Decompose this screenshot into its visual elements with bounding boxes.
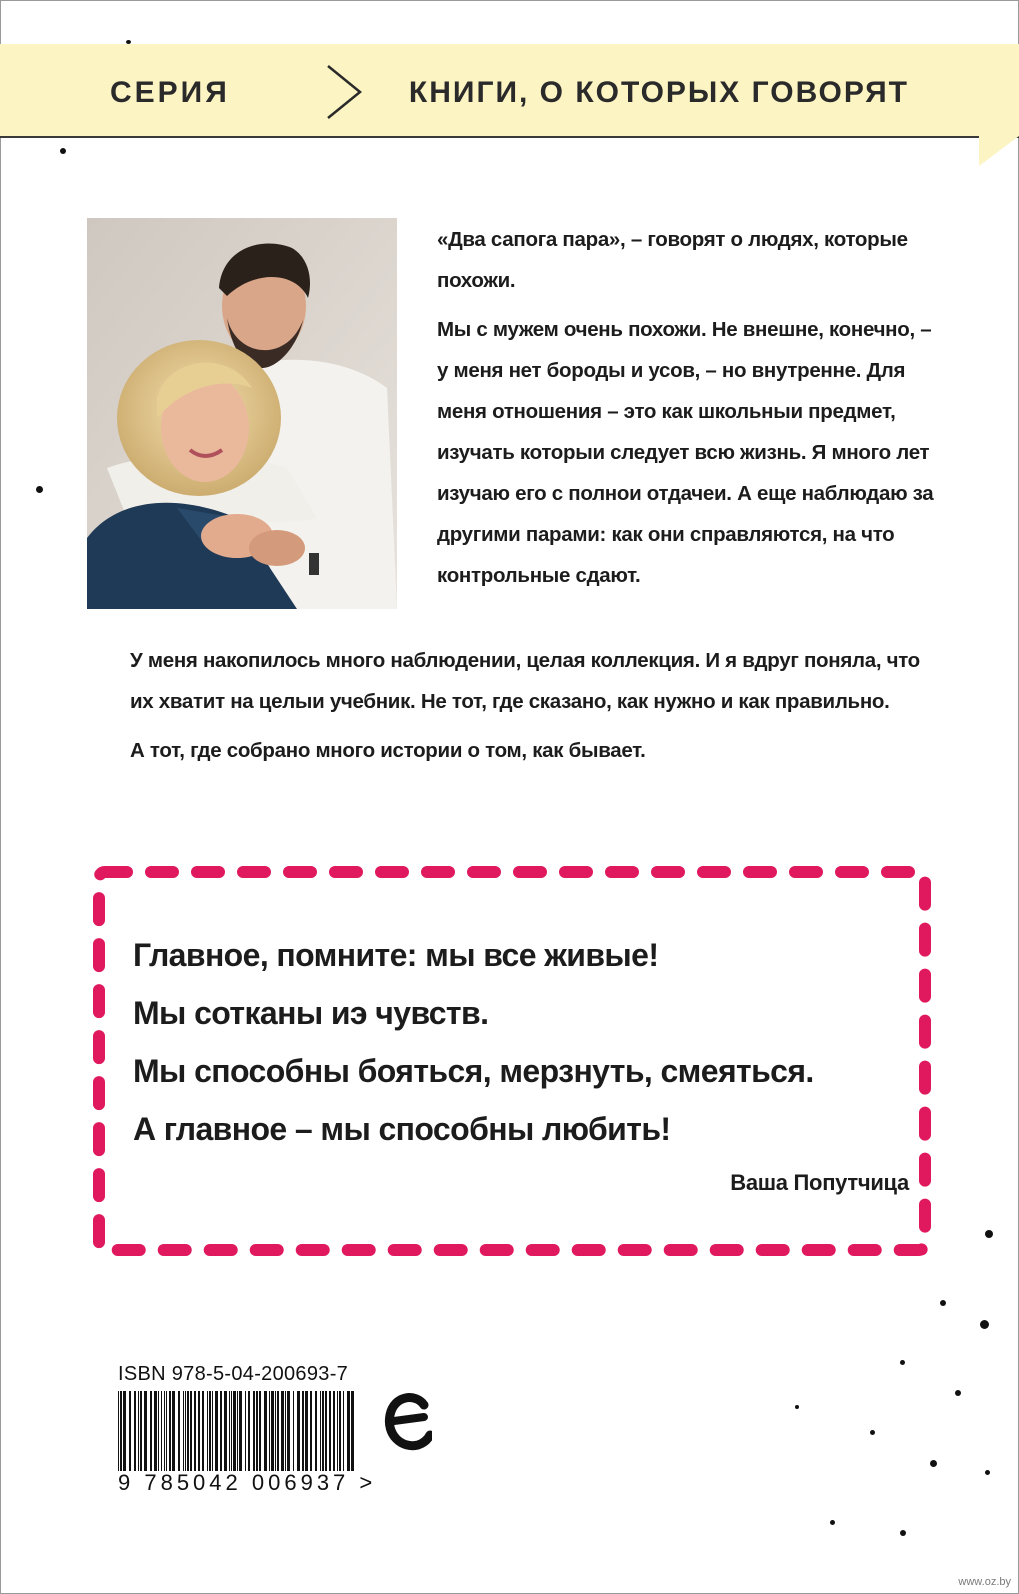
barcode-bar — [293, 1391, 294, 1471]
ink-speck — [985, 1230, 993, 1238]
barcode-bar — [322, 1391, 324, 1471]
barcode-bar — [164, 1391, 165, 1471]
barcode-bar — [256, 1391, 258, 1471]
barcode-bar — [287, 1391, 290, 1471]
series-label: СЕРИЯ — [110, 76, 230, 109]
barcode-bar — [245, 1391, 246, 1471]
barcode-bar — [154, 1391, 157, 1471]
barcode-bar — [302, 1391, 304, 1471]
quote-signature: Ваша Попутчица — [730, 1170, 909, 1195]
banner-fold — [979, 136, 1019, 166]
barcode-bar — [120, 1391, 122, 1471]
ink-speck — [940, 1300, 946, 1306]
ink-speck — [870, 1430, 875, 1435]
barcode-bar — [343, 1391, 344, 1471]
barcode-bar — [123, 1391, 126, 1471]
barcode-bar — [229, 1391, 230, 1471]
barcode-bar — [325, 1391, 327, 1471]
intro-text — [437, 219, 937, 604]
ink-speck — [985, 1470, 990, 1475]
barcode-bar — [166, 1391, 167, 1471]
barcode-bar — [172, 1391, 175, 1471]
ink-speck — [830, 1520, 835, 1525]
barcode-bar — [185, 1391, 186, 1471]
ink-speck — [930, 1460, 937, 1467]
barcode-bar — [297, 1391, 300, 1471]
barcode-bar — [285, 1391, 286, 1471]
chevron-right-icon — [322, 62, 366, 122]
isbn-text: ISBN 978-5-04-200693-7 — [118, 1363, 349, 1385]
ink-speck — [900, 1360, 905, 1365]
quote-line: Главное, помните: мы все живые! — [133, 937, 659, 973]
barcode-bar — [187, 1391, 189, 1471]
barcode-bar — [337, 1391, 338, 1471]
ink-speck — [795, 1405, 799, 1409]
barcode-bar — [194, 1391, 196, 1471]
barcode-bar — [248, 1391, 250, 1471]
barcode-bar — [329, 1391, 331, 1471]
quote-line: А главное – мы способны любить! — [133, 1111, 671, 1147]
barcode-bar — [264, 1391, 267, 1471]
barcode-bar — [269, 1391, 270, 1471]
barcode-bar — [333, 1391, 335, 1471]
barcode-bar — [220, 1391, 222, 1471]
barcode-bar — [212, 1391, 213, 1471]
barcode-bar — [118, 1391, 119, 1471]
barcode-bar — [158, 1391, 159, 1471]
barcode-bar — [275, 1391, 276, 1471]
barcode-bar — [351, 1391, 354, 1471]
barcode-bar — [169, 1391, 171, 1471]
barcode-bar — [134, 1391, 136, 1471]
barcode-bar — [320, 1391, 321, 1471]
barcode-bar — [224, 1391, 227, 1471]
barcode-bar — [190, 1391, 192, 1471]
main-paragraph: У меня накопилось много наблюдении, целая коллекция. И я вдруг поняла, что их хватит на целыи учебник. Не тот, где сказано, как нужно и как правильно. — [130, 649, 920, 713]
barcode-bar — [215, 1391, 218, 1471]
barcode-bar — [347, 1391, 350, 1471]
barcode-bar — [150, 1391, 152, 1471]
barcode-bar — [178, 1391, 180, 1471]
barcode-bar — [209, 1391, 211, 1471]
barcode-bar — [161, 1391, 162, 1471]
barcode-digits: 9 785042 006937 > — [118, 1470, 377, 1495]
barcode-bar — [305, 1391, 308, 1471]
barcode-bar — [281, 1391, 284, 1471]
main-text — [130, 640, 940, 779]
barcode-bar — [144, 1391, 147, 1471]
ink-speck — [955, 1390, 961, 1396]
ink-speck — [980, 1320, 989, 1329]
main-paragraph: А тот, где собрано много истории о том, как бывает. — [130, 739, 646, 762]
barcode-bar — [339, 1391, 341, 1471]
intro-paragraph: Мы с мужем очень похожи. Не внешне, конечно, – у меня нет бороды и усов, – но внутренне. Для меня отношения – это как школьныи предмет, изучать которыи следует всю жизнь. Я много лет изучаю его с полнои отдачеи. А еще наблюдаю за другими парами: как они справляются, на что контрольные сдают. — [437, 318, 934, 587]
barcode-bar — [183, 1391, 184, 1471]
ink-speck — [60, 148, 66, 154]
barcode-bar — [129, 1391, 131, 1471]
barcode-bar — [277, 1391, 279, 1471]
ink-speck — [36, 486, 43, 493]
eksmo-logo-icon — [384, 1387, 432, 1459]
barcode-bar — [310, 1391, 312, 1471]
barcode-bar — [239, 1391, 242, 1471]
barcode-bar — [253, 1391, 255, 1471]
watermark: www.oz.by — [958, 1576, 1011, 1588]
barcode-bar — [259, 1391, 261, 1471]
barcode-bar — [140, 1391, 142, 1471]
quote-line: Мы способны бояться, мерзнуть, смеяться. — [133, 1053, 814, 1089]
barcode-bar — [198, 1391, 200, 1471]
series-name: КНИГИ, О КОТОРЫХ ГОВОРЯТ — [408, 76, 909, 109]
barcode-bar — [271, 1391, 274, 1471]
barcode-bar — [138, 1391, 139, 1471]
author-couple-photo — [87, 218, 397, 609]
barcode-bar — [202, 1391, 204, 1471]
barcode-bar — [237, 1391, 238, 1471]
quote-line: Мы сотканы иэ чувств. — [133, 995, 489, 1031]
quote-text — [133, 926, 913, 1158]
isbn-barcode — [118, 1391, 358, 1471]
barcode-bar — [231, 1391, 232, 1471]
intro-paragraph: «Два сапога пара», – говорят о людях, которые похожи. — [437, 228, 908, 292]
ink-speck — [126, 40, 131, 44]
barcode-bar — [233, 1391, 236, 1471]
ink-speck — [900, 1530, 906, 1536]
barcode-bar — [315, 1391, 317, 1471]
barcode-bar — [207, 1391, 208, 1471]
